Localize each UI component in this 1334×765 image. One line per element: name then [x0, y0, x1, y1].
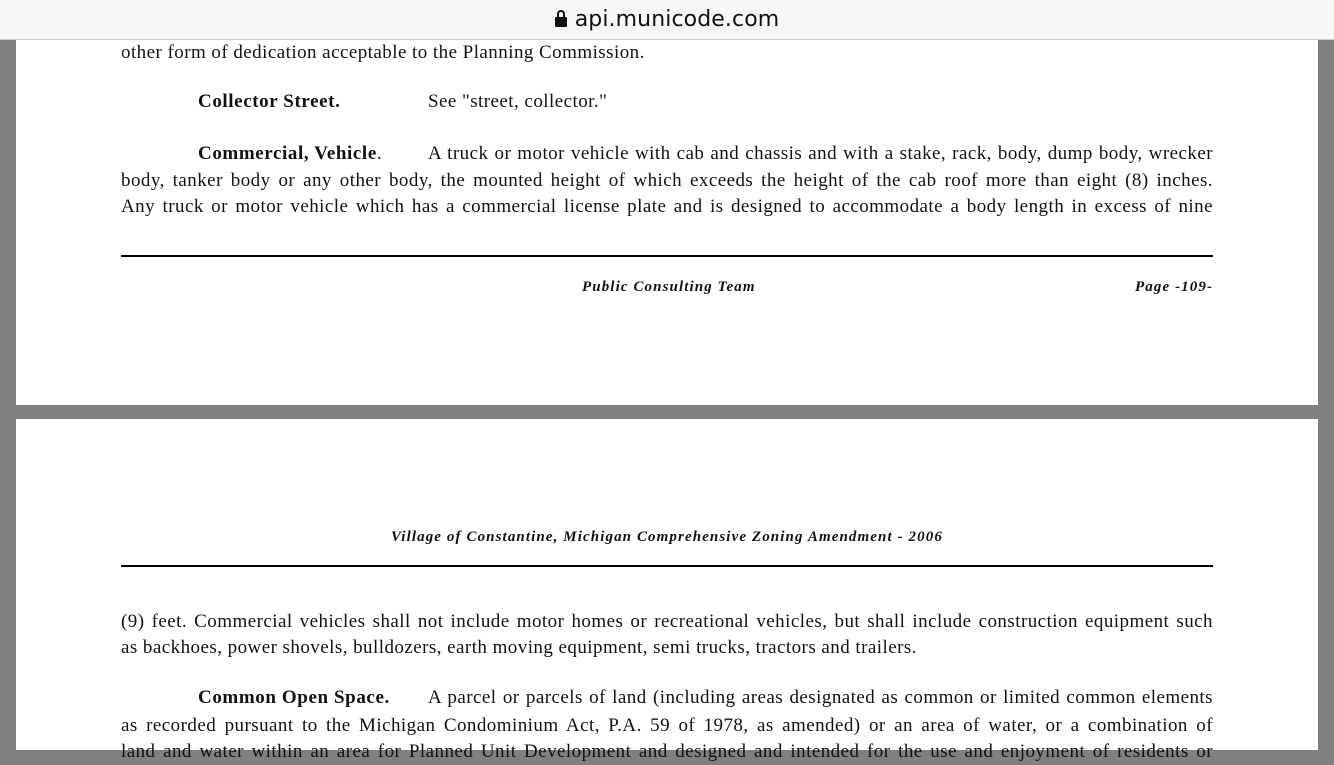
footer-page-number: Page -109-	[1135, 279, 1214, 295]
definition-commercial-vehicle-line-1	[121, 143, 1213, 165]
lock-icon	[555, 10, 567, 27]
term-collector-street: Collector Street.	[198, 91, 341, 112]
commercial-vehicle-cont-line-1: (9) feet. Commercial vehicles shall not include motor homes or recreational vehicles, but shall include construction equipment such	[121, 611, 1213, 632]
common-open-space-def-line-1: A parcel or parcels of land (including areas designated as common or limited common elements	[428, 687, 1213, 708]
commercial-vehicle-term-text: Commercial, Vehicle	[198, 143, 377, 164]
footer-rule	[121, 255, 1213, 257]
paragraph-dedication-end: other form of dedication acceptable to the Planning Commission.	[121, 42, 645, 63]
commercial-vehicle-def-line-2: body, tanker body or any other body, the mounted height of which exceeds the height of the cab roof more than eight (8) inches.	[121, 170, 1213, 191]
footer-publisher: Public Consulting Team	[582, 279, 756, 295]
common-open-space-def-line-3: land and water within an area for Planned Unit Development and designed and intended for the use and enjoyment of residents or	[121, 741, 1213, 762]
page-header-title: Village of Constantine, Michigan Comprehensive Zoning Amendment - 2006	[391, 529, 943, 545]
collector-street-definition: See "street, collector."	[428, 91, 608, 112]
definition-collector-street	[121, 91, 607, 113]
definition-common-open-space-line-1	[121, 687, 1213, 709]
url-text: api.municode.com	[574, 7, 780, 32]
term-common-open-space: Common Open Space.	[198, 687, 390, 708]
document-page-110	[16, 419, 1318, 762]
commercial-vehicle-cont-line-2: as backhoes, power shovels, bulldozers, earth moving equipment, semi trucks, tractors and trailers.	[121, 637, 917, 658]
url-display[interactable]	[555, 7, 780, 32]
commercial-vehicle-def-line-1: A truck or motor vehicle with cab and chassis and with a stake, rack, body, dump body, wrecker	[428, 143, 1213, 164]
commercial-vehicle-def-line-3: Any truck or motor vehicle which has a commercial license plate and is designed to accommodate a body length in excess of nine	[121, 196, 1213, 217]
common-open-space-def-line-2: as recorded pursuant to the Michigan Condominium Act, P.A. 59 of 1978, as amended) or an area of water, or a combination of	[121, 715, 1213, 736]
term-commercial-vehicle	[198, 143, 428, 165]
address-bar[interactable]	[0, 0, 1334, 40]
header-rule	[121, 565, 1213, 567]
commercial-vehicle-term-period: .	[376, 143, 383, 164]
document-page-109	[16, 0, 1318, 405]
